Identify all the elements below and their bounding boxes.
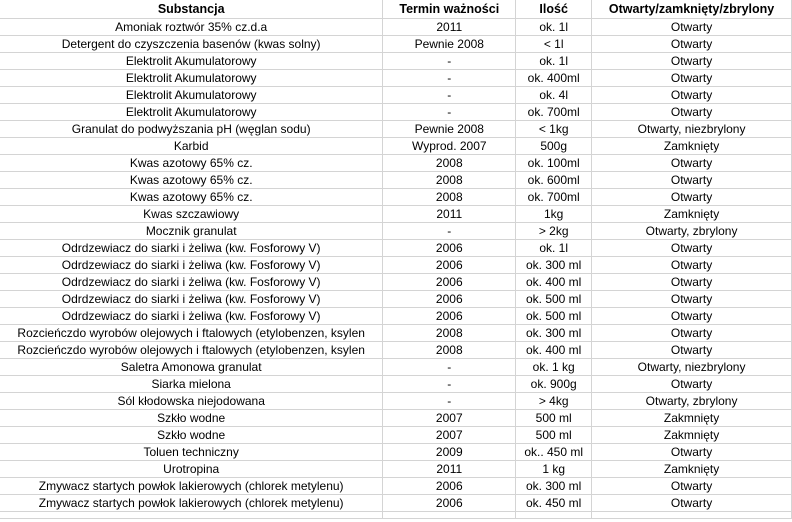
substance-cell[interactable]: Mocznik granulat [0, 223, 383, 240]
quantity-cell[interactable]: ok. 400 ml [516, 274, 592, 291]
substance-cell[interactable]: Siarka mielona [0, 376, 383, 393]
state-cell[interactable]: Zakmnięty [592, 410, 792, 427]
quantity-cell[interactable]: ok. 300 ml [516, 257, 592, 274]
expiry-cell[interactable]: 2006 [383, 495, 516, 512]
state-cell[interactable]: Otwarty [592, 19, 792, 36]
expiry-cell[interactable]: 2006 [383, 291, 516, 308]
expiry-cell[interactable]: 2006 [383, 308, 516, 325]
table-row [0, 427, 792, 444]
quantity-cell[interactable]: ok. 450 ml [516, 495, 592, 512]
expiry-cell[interactable]: 2008 [383, 189, 516, 206]
substance-cell[interactable]: Kwas azotowy 65% cz. [0, 172, 383, 189]
substance-cell[interactable]: Szkło wodne [0, 410, 383, 427]
substance-cell[interactable]: Kwas azotowy 65% cz. [0, 189, 383, 206]
quantity-cell[interactable]: ok.. 450 ml [516, 444, 592, 461]
substance-cell[interactable]: Urotropina [0, 461, 383, 478]
state-cell[interactable]: Otwarty [592, 495, 792, 512]
substance-cell[interactable]: Detergent do czyszczenia basenów (kwas solny) [0, 36, 383, 53]
header-quantity[interactable]: Ilość [516, 0, 592, 19]
table-row [0, 240, 792, 257]
quantity-cell[interactable]: > 2kg [516, 223, 592, 240]
quantity-cell[interactable]: ok. 1 kg [516, 359, 592, 376]
state-cell[interactable]: Otwarty [592, 342, 792, 359]
header-expiry[interactable]: Termin ważności [383, 0, 516, 19]
empty-cell[interactable] [516, 512, 592, 519]
table-row [0, 325, 792, 342]
state-cell[interactable]: Otwarty, zbrylony [592, 223, 792, 240]
table-row [0, 138, 792, 155]
state-cell[interactable]: Otwarty [592, 36, 792, 53]
substance-cell[interactable]: Elektrolit Akumulatorowy [0, 53, 383, 70]
substance-cell[interactable]: Odrdzewiacz do siarki i żeliwa (kw. Fosforowy V) [0, 308, 383, 325]
quantity-cell[interactable]: ok. 100ml [516, 155, 592, 172]
quantity-cell[interactable]: ok. 4l [516, 87, 592, 104]
quantity-cell[interactable]: ok. 700ml [516, 104, 592, 121]
table-row [0, 410, 792, 427]
substance-cell[interactable]: Amoniak roztwór 35% cz.d.a [0, 19, 383, 36]
expiry-cell[interactable]: 2011 [383, 19, 516, 36]
quantity-cell[interactable]: ok. 400ml [516, 70, 592, 87]
expiry-cell[interactable]: - [383, 70, 516, 87]
quantity-cell[interactable]: 1 kg [516, 461, 592, 478]
expiry-cell[interactable]: 2006 [383, 478, 516, 495]
state-cell[interactable]: Otwarty [592, 376, 792, 393]
expiry-cell[interactable]: 2008 [383, 172, 516, 189]
expiry-cell[interactable]: 2009 [383, 444, 516, 461]
state-cell[interactable]: Otwarty [592, 189, 792, 206]
substance-cell[interactable]: Szkło wodne [0, 427, 383, 444]
expiry-cell[interactable]: 2008 [383, 342, 516, 359]
header-row [0, 0, 792, 19]
state-cell[interactable]: Otwarty [592, 257, 792, 274]
quantity-cell[interactable]: 500g [516, 138, 592, 155]
quantity-cell[interactable]: ok. 1l [516, 19, 592, 36]
quantity-cell[interactable]: < 1kg [516, 121, 592, 138]
quantity-cell[interactable]: 1kg [516, 206, 592, 223]
quantity-cell[interactable]: ok. 600ml [516, 172, 592, 189]
quantity-cell[interactable]: ok. 500 ml [516, 308, 592, 325]
table-row [0, 308, 792, 325]
state-cell[interactable]: Otwarty [592, 240, 792, 257]
state-cell[interactable]: Otwarty [592, 53, 792, 70]
state-cell[interactable]: Otwarty [592, 291, 792, 308]
expiry-cell[interactable]: - [383, 53, 516, 70]
expiry-cell[interactable]: 2006 [383, 240, 516, 257]
table-row [0, 461, 792, 478]
table-row [0, 189, 792, 206]
substance-cell[interactable]: Zmywacz startych powłok lakierowych (chlorek metylenu) [0, 495, 383, 512]
expiry-cell[interactable]: 2011 [383, 461, 516, 478]
substance-cell[interactable]: Granulat do podwyższania pH (węglan sodu) [0, 121, 383, 138]
table-row [0, 393, 792, 410]
expiry-cell[interactable]: Pewnie 2008 [383, 121, 516, 138]
substance-cell[interactable]: Rozcieńczdo wyrobów olejowych i ftalowych (etylobenzen, ksylen [0, 325, 383, 342]
state-cell[interactable]: Otwarty [592, 172, 792, 189]
expiry-cell[interactable]: - [383, 104, 516, 121]
substance-cell[interactable]: Zmywacz startych powłok lakierowych (chlorek metylenu) [0, 478, 383, 495]
quantity-cell[interactable]: ok. 300 ml [516, 478, 592, 495]
state-cell[interactable]: Zamknięty [592, 138, 792, 155]
empty-cell[interactable] [0, 512, 383, 519]
state-cell[interactable]: Otwarty [592, 308, 792, 325]
state-cell[interactable]: Otwarty [592, 444, 792, 461]
table-row [0, 104, 792, 121]
table-row [0, 70, 792, 87]
expiry-cell[interactable]: - [383, 359, 516, 376]
substance-cell[interactable]: Odrdzewiacz do siarki i żeliwa (kw. Fosforowy V) [0, 257, 383, 274]
table-row [0, 223, 792, 240]
state-cell[interactable]: Otwarty [592, 478, 792, 495]
header-state[interactable]: Otwarty/zamknięty/zbrylony [592, 0, 792, 19]
substance-cell[interactable]: Odrdzewiacz do siarki i żeliwa (kw. Fosforowy V) [0, 274, 383, 291]
quantity-cell[interactable]: < 1l [516, 36, 592, 53]
empty-row [0, 512, 792, 519]
substance-cell[interactable]: Elektrolit Akumulatorowy [0, 104, 383, 121]
state-cell[interactable]: Otwarty [592, 274, 792, 291]
quantity-cell[interactable]: 500 ml [516, 410, 592, 427]
substance-cell[interactable]: Elektrolit Akumulatorowy [0, 70, 383, 87]
table-row [0, 19, 792, 36]
empty-cell[interactable] [383, 512, 516, 519]
substance-cell[interactable]: Odrdzewiacz do siarki i żeliwa (kw. Fosforowy V) [0, 291, 383, 308]
expiry-cell[interactable]: 2007 [383, 410, 516, 427]
quantity-cell[interactable]: 500 ml [516, 427, 592, 444]
state-cell[interactable]: Otwarty, niezbrylony [592, 359, 792, 376]
quantity-cell[interactable]: ok. 900g [516, 376, 592, 393]
substance-cell[interactable]: Kwas azotowy 65% cz. [0, 155, 383, 172]
quantity-cell[interactable]: ok. 300 ml [516, 325, 592, 342]
expiry-cell[interactable]: 2006 [383, 257, 516, 274]
state-cell[interactable]: Otwarty [592, 155, 792, 172]
state-cell[interactable]: Otwarty [592, 325, 792, 342]
substance-cell[interactable]: Elektrolit Akumulatorowy [0, 87, 383, 104]
state-cell[interactable]: Otwarty [592, 104, 792, 121]
table-row [0, 291, 792, 308]
empty-cell[interactable] [592, 512, 792, 519]
table-row [0, 478, 792, 495]
expiry-cell[interactable]: Wyprod. 2007 [383, 138, 516, 155]
table-row [0, 359, 792, 376]
table-row [0, 274, 792, 291]
table-row [0, 206, 792, 223]
expiry-cell[interactable]: 2007 [383, 427, 516, 444]
expiry-cell[interactable]: 2008 [383, 155, 516, 172]
substance-cell[interactable]: Kwas szczawiowy [0, 206, 383, 223]
substance-cell[interactable]: Rozcieńczdo wyrobów olejowych i ftalowych (etylobenzen, ksylen [0, 342, 383, 359]
expiry-cell[interactable]: 2006 [383, 274, 516, 291]
expiry-cell[interactable]: Pewnie 2008 [383, 36, 516, 53]
header-substance[interactable]: Substancja [0, 0, 383, 19]
state-cell[interactable]: Zamknięty [592, 461, 792, 478]
expiry-cell[interactable]: - [383, 393, 516, 410]
table-row [0, 53, 792, 70]
quantity-cell[interactable]: ok. 1l [516, 53, 592, 70]
quantity-cell[interactable]: ok. 700ml [516, 189, 592, 206]
quantity-cell[interactable]: ok. 1l [516, 240, 592, 257]
state-cell[interactable]: Otwarty, niezbrylony [592, 121, 792, 138]
substance-cell[interactable]: Saletra Amonowa granulat [0, 359, 383, 376]
substance-cell[interactable]: Odrdzewiacz do siarki i żeliwa (kw. Fosforowy V) [0, 240, 383, 257]
expiry-cell[interactable]: - [383, 376, 516, 393]
quantity-cell[interactable]: ok. 400 ml [516, 342, 592, 359]
state-cell[interactable]: Otwarty [592, 87, 792, 104]
table-row [0, 376, 792, 393]
state-cell[interactable]: Otwarty [592, 70, 792, 87]
expiry-cell[interactable]: 2011 [383, 206, 516, 223]
table-row [0, 87, 792, 104]
table-row [0, 36, 792, 53]
quantity-cell[interactable]: > 4kg [516, 393, 592, 410]
table-body [0, 19, 792, 519]
expiry-cell[interactable]: 2008 [383, 325, 516, 342]
state-cell[interactable]: Zakmnięty [592, 427, 792, 444]
table-row [0, 155, 792, 172]
table-row [0, 495, 792, 512]
state-cell[interactable]: Zamknięty [592, 206, 792, 223]
table-row [0, 257, 792, 274]
table-row [0, 172, 792, 189]
table-row [0, 342, 792, 359]
table-row [0, 121, 792, 138]
state-cell[interactable]: Otwarty, zbrylony [592, 393, 792, 410]
expiry-cell[interactable]: - [383, 87, 516, 104]
expiry-cell[interactable]: - [383, 223, 516, 240]
substance-cell[interactable]: Sól kłodowska niejodowana [0, 393, 383, 410]
table-row [0, 444, 792, 461]
substance-cell[interactable]: Karbid [0, 138, 383, 155]
quantity-cell[interactable]: ok. 500 ml [516, 291, 592, 308]
substance-cell[interactable]: Toluen techniczny [0, 444, 383, 461]
